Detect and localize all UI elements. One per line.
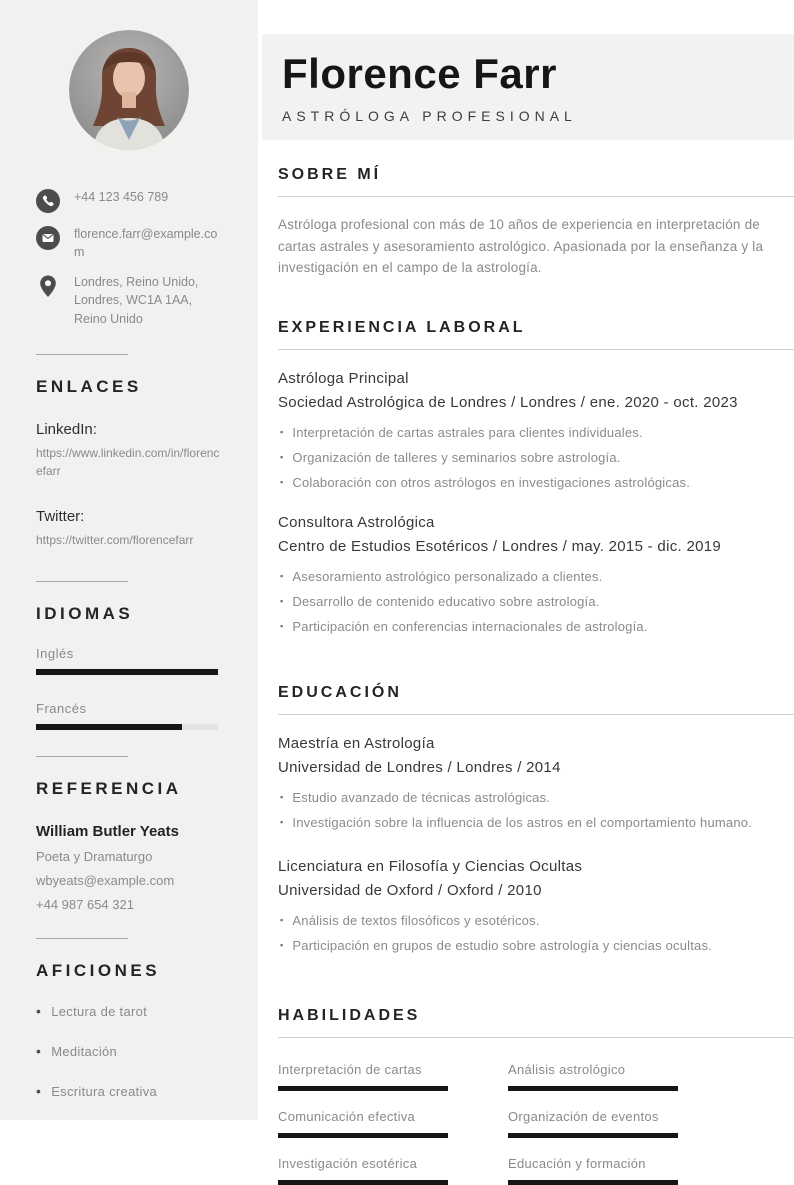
profile-photo-image (69, 30, 189, 150)
bullet-item: ▪ Participación en conferencias internacionales de astrología. (278, 615, 794, 640)
phone-icon (36, 189, 60, 213)
bullet-item: ▪ Investigación sobre la influencia de los astros en el comportamiento humano. (278, 811, 794, 836)
address: Londres, Reino Unido, Londres, WC1A 1AA, Reino Unido (74, 275, 199, 326)
bullet-item: ▪ Desarrollo de contenido educativo sobre astrología. (278, 590, 794, 615)
hobby-item: • Escritura creativa (36, 1083, 222, 1099)
link-item-twitter (36, 508, 222, 549)
main-content (258, 0, 794, 1171)
location-pin-icon (36, 274, 60, 298)
contact-address-row (36, 273, 222, 327)
reference-phone: +44 987 654 321 (36, 896, 134, 912)
skill-level-bar (508, 1133, 678, 1138)
sidebar (0, 0, 258, 1120)
degree-bullets (278, 786, 794, 836)
language-name: Inglés (36, 645, 74, 661)
reference-heading: REFERENCIA (36, 778, 182, 798)
phone-number: +44 123 456 789 (74, 190, 169, 204)
education-heading-wrap (278, 684, 794, 715)
experience-heading: EXPERIENCIA LABORAL (278, 318, 526, 336)
job-title: Astróloga Principal (278, 369, 409, 387)
twitter-label: Twitter: (36, 507, 85, 525)
skill-level-bar (278, 1086, 448, 1091)
degree-meta: Universidad de Londres / Londres / 2014 (278, 758, 561, 776)
linkedin-url[interactable]: https://www.linkedin.com/in/florencefarr (36, 445, 220, 478)
education-entry (278, 735, 794, 836)
job-bullets (278, 421, 794, 496)
job-meta: Centro de Estudios Esotéricos / Londres / may. 2015 - dic. 2019 (278, 537, 722, 555)
language-level-track (36, 669, 218, 675)
skill-level-bar (508, 1086, 678, 1091)
hobby-item: • Meditación (36, 1043, 222, 1059)
degree-title: Maestría en Astrología (278, 734, 435, 752)
skill-name: Investigación esotérica (278, 1155, 418, 1171)
job-title: Consultora Astrológica (278, 513, 435, 531)
section-skills (278, 1007, 794, 1185)
job-bullets (278, 565, 794, 640)
email-icon (36, 226, 60, 250)
bullet-item: ▪ Colaboración con otros astrólogos en investigaciones astrológicas. (278, 471, 794, 496)
experience-entry (278, 514, 794, 640)
link-item-linkedin (36, 421, 222, 480)
email-address[interactable]: florence.farr@example.com (74, 227, 218, 260)
language-item-french (36, 701, 222, 730)
hobby-item: • Lectura de tarot (36, 1003, 222, 1019)
bullet-item: ▪ Asesoramiento astrológico personalizado a clientes. (278, 565, 794, 590)
bullet-item: ▪ Participación en grupos de estudio sobre astrología y ciencias ocultas. (278, 934, 794, 959)
skill-name: Educación y formación (508, 1155, 646, 1171)
sidebar-divider (36, 756, 128, 757)
contact-phone-row (36, 188, 222, 213)
linkedin-label: LinkedIn: (36, 420, 97, 438)
skill-item (508, 1109, 738, 1138)
bullet-item: ▪ Análisis de textos filosóficos y esotéricos. (278, 909, 794, 934)
skill-item (508, 1156, 738, 1185)
language-name: Francés (36, 700, 87, 716)
language-level-bar (36, 669, 218, 675)
skill-level-bar (278, 1180, 448, 1185)
twitter-url[interactable]: https://twitter.com/florencefarr (36, 532, 194, 547)
hobbies-list (36, 1003, 222, 1099)
contact-block (36, 188, 222, 328)
skill-item (508, 1062, 738, 1091)
language-level-bar (36, 724, 182, 730)
about-heading: SOBRE MÍ (278, 166, 382, 183)
sidebar-divider (36, 581, 128, 582)
degree-title: Licenciatura en Filosofía y Ciencias Ocultas (278, 857, 583, 875)
education-heading: EDUCACIÓN (278, 683, 402, 701)
skill-level-bar (508, 1180, 678, 1185)
bullet-item: ▪ Interpretación de cartas astrales para clientes individuales. (278, 421, 794, 446)
skill-name: Interpretación de cartas (278, 1061, 422, 1077)
language-item-english (36, 646, 222, 675)
skill-item (278, 1156, 508, 1185)
about-text: Astróloga profesional con más de 10 años de experiencia en interpretación de cartas astrales y asesoramiento astrológico. Apasionada por la enseñanza y la investigación en el campo de la astrología. (278, 217, 764, 276)
degree-bullets (278, 909, 794, 959)
reference-name: William Butler Yeats (36, 822, 179, 840)
skill-item (278, 1109, 508, 1138)
person-name: Florence Farr (282, 50, 557, 97)
skill-name: Comunicación efectiva (278, 1108, 416, 1124)
job-meta: Sociedad Astrológica de Londres / Londres / ene. 2020 - oct. 2023 (278, 393, 738, 411)
sidebar-divider (36, 354, 128, 355)
skill-name: Análisis astrológico (508, 1061, 626, 1077)
sidebar-divider (36, 938, 128, 939)
hobbies-heading: AFICIONES (36, 960, 161, 980)
skill-name: Organización de eventos (508, 1108, 659, 1124)
experience-heading-wrap (278, 319, 794, 350)
section-about (278, 166, 794, 279)
skill-level-bar (278, 1133, 448, 1138)
bullet-item: ▪ Organización de talleres y seminarios sobre astrología. (278, 446, 794, 471)
person-job-title: ASTRÓLOGA PROFESIONAL (282, 108, 577, 124)
section-experience (278, 319, 794, 640)
bullet-item: ▪ Estudio avanzado de técnicas astrológicas. (278, 786, 794, 811)
experience-entry (278, 370, 794, 496)
profile-photo (69, 30, 189, 150)
section-education (278, 684, 794, 959)
reference-email[interactable]: wbyeats@example.com (36, 872, 175, 888)
degree-meta: Universidad de Oxford / Oxford / 2010 (278, 881, 542, 899)
language-level-track (36, 724, 218, 730)
header (262, 34, 794, 140)
skills-heading: HABILIDADES (278, 1006, 421, 1024)
contact-email-row (36, 225, 222, 261)
links-heading: ENLACES (36, 376, 142, 396)
education-entry (278, 858, 794, 959)
reference-title: Poeta y Dramaturgo (36, 848, 153, 864)
languages-heading: IDIOMAS (36, 603, 134, 623)
skills-heading-wrap (278, 1007, 794, 1038)
skills-grid (278, 1062, 794, 1185)
about-heading-wrap (278, 166, 794, 197)
skill-item (278, 1062, 508, 1091)
